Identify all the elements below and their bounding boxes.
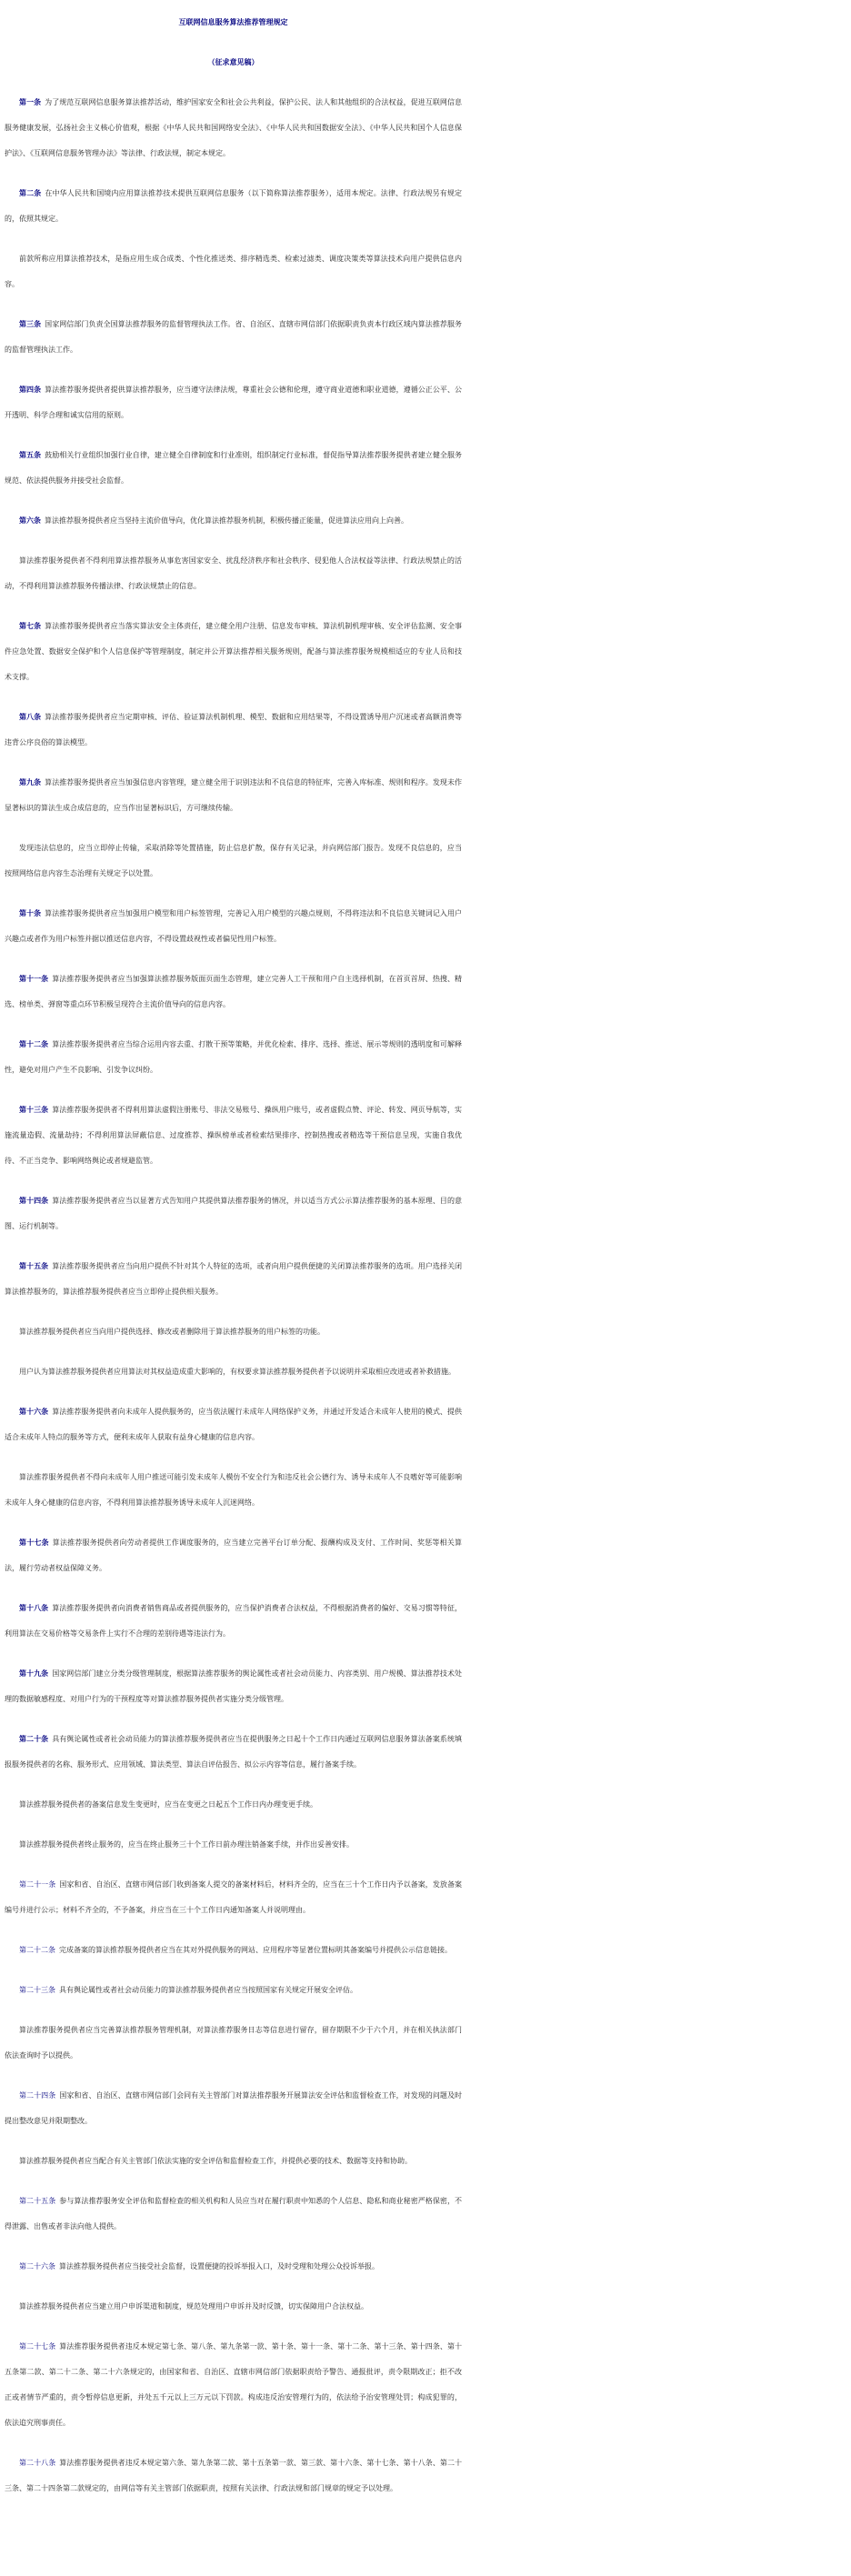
article-number-label: 第一条 [19, 98, 42, 106]
article-clause-paragraph [5, 246, 462, 297]
article-paragraph [5, 967, 462, 1017]
article-number-label: 第二十五条 [19, 2197, 56, 2205]
article-number-label: 第十六条 [19, 1408, 49, 1416]
article-number-label: 第三条 [19, 320, 42, 328]
article-paragraph [5, 1032, 462, 1083]
article-text: 算法推荐服务提供者应当向用户提供不针对其个人特征的选项，或者向用户提供便捷的关闭算法推荐服务的选项。用户选择关闭算法推荐服务的，算法推荐服务提供者应当立即停止提供相关服务。 [5, 1262, 462, 1296]
article-paragraph [5, 2083, 462, 2134]
article-text: 算法推荐服务提供者向劳动者提供工作调度服务的，应当建立完善平台订单分配、报酬构成及支付、工作时间、奖惩等相关算法，履行劳动者权益保障义务。 [5, 1539, 463, 1572]
article-paragraph [5, 1938, 462, 1963]
article-clause-paragraph [5, 1465, 462, 1516]
article-paragraph [5, 2451, 462, 2501]
article-paragraph [5, 901, 462, 952]
article-text: 算法推荐服务提供者不得向未成年人用户推送可能引发未成年人模仿不安全行为和违反社会公德行为、诱导未成年人不良嗜好等可能影响未成年人身心健康的信息内容，不得利用算法推荐服务诱导未成年人沉迷网络。 [5, 1473, 462, 1507]
article-paragraph [5, 2334, 462, 2436]
article-clause-paragraph [5, 2149, 462, 2174]
article-text: 国家网信部门建立分类分级管理制度，根据算法推荐服务的舆论属性或者社会动员能力、内容类别、用户规模、算法推荐技术处理的数据敏感程度、对用户行为的干预程度等对算法推荐服务提供者实施分类分级管理。 [5, 1669, 462, 1703]
article-paragraph [5, 1596, 462, 1647]
article-clause-paragraph [5, 1792, 462, 1818]
article-paragraph [5, 1188, 462, 1239]
article-text: 算法推荐服务提供者违反本规定第七条、第八条、第九条第一款、第十条、第十一条、第十二条、第十三条、第十四条、第十五条第二款、第二十二条、第二十六条规定的，由国家和省、自治区、直辖市网信部门依据职责给予警告、通报批评，责令限期改正；拒不改正或者情节严重的，责令暂停信息更新，并处五千元以上三万元以下罚款。构成违反治安管理行为的，依法给予治安管理处罚；构成犯罪的，依法追究刑事责任。 [5, 2342, 463, 2427]
article-number-label: 第二十二条 [19, 1946, 55, 1954]
article-clause-paragraph [5, 1359, 462, 1385]
article-number-label: 第十二条 [19, 1040, 49, 1048]
article-text: 算法推荐服务提供者终止服务的，应当在终止服务三十个工作日前办理注销备案手续，并作出妥善安排。 [19, 1840, 354, 1849]
article-number-label: 第六条 [19, 516, 41, 525]
article-number-label: 第九条 [19, 778, 42, 787]
article-text: 算法推荐服务提供者不得利用算法虚假注册账号、非法交易账号、操纵用户账号，或者虚假点赞、评论、转发、网页导航等，实施流量造假、流量劫持；不得利用算法屏蔽信息、过度推荐、操纵榜单或者检索结果排序、控制热搜或者精选等干预信息呈现，实施自我优待、不正当竞争、影响网络舆论或者规避监管。 [5, 1106, 462, 1165]
article-number-label: 第十五条 [19, 1262, 49, 1270]
article-text: 算法推荐服务提供者应当以显著方式告知用户其提供算法推荐服务的情况，并以适当方式公示算法推荐服务的基本原理、目的意图、运行机制等。 [5, 1197, 462, 1230]
article-paragraph [5, 443, 462, 494]
document-subtitle: （征求意见稿） [207, 58, 259, 66]
article-list [5, 90, 462, 2501]
article-number-label: 第十八条 [19, 1604, 49, 1612]
article-text: 算法推荐服务提供者向消费者销售商品或者提供服务的，应当保护消费者合法权益，不得根据消费者的偏好、交易习惯等特征，利用算法在交易价格等交易条件上实行不合理的差别待遇等违法行为。 [5, 1604, 462, 1638]
article-paragraph [5, 1254, 462, 1305]
article-text: 算法推荐服务提供者应当配合有关主管部门依法实施的安全评估和监督检查工作，并提供必要的技术、数据等支持和协助。 [19, 2157, 412, 2165]
article-number-label: 第四条 [19, 386, 42, 394]
article-paragraph [5, 181, 462, 232]
article-number-label: 第二十一条 [19, 1880, 56, 1889]
article-text: 算法推荐服务提供者应当加强算法推荐服务版面页面生态管理，建立完善人工干预和用户自主选择机制，在首页首屏、热搜、精选、榜单类、弹窗等重点环节积极呈现符合主流价值导向的信息内容。 [5, 975, 462, 1008]
article-paragraph [5, 312, 462, 363]
article-text: 算法推荐服务提供者违反本规定第六条、第九条第二款、第十五条第一款、第三款、第十六条、第十七条、第十八条、第二十三条、第二十四条第二款规定的，由网信等有关主管部门依据职责，按照有关法律、行政法规和部门规章的规定予以处理。 [5, 2459, 463, 2492]
article-text: 算法推荐服务提供者应当建立用户申诉渠道和制度，规范处理用户申诉并及时反馈，切实保障用户合法权益。 [19, 2302, 368, 2310]
article-number-label: 第十九条 [19, 1669, 49, 1678]
article-clause-paragraph [5, 1832, 462, 1858]
article-number-label: 第二十六条 [19, 2262, 55, 2270]
article-paragraph [5, 705, 462, 756]
article-text: 国家和省、自治区、直辖市网信部门收到备案人提交的备案材料后，材料齐全的，应当在三十个工作日内予以备案，发放备案编号并进行公示；材料不齐全的，不予备案，并应当在三十个工作日内通知备案人并说明理由。 [5, 1880, 463, 1914]
article-text: 具有舆论属性或者社会动员能力的算法推荐服务提供者应当在提供服务之日起十个工作日内通过互联网信息服务算法备案系统填报服务提供者的名称、服务形式、应用领域、算法类型、算法自评估报告、拟公示内容等信息，履行备案手续。 [5, 1735, 462, 1769]
article-text: 参与算法推荐服务安全评估和监督检查的相关机构和人员应当对在履行职责中知悉的个人信息、隐私和商业秘密严格保密，不得泄露、出售或者非法向他人提供。 [5, 2197, 463, 2230]
regulation-document [5, 0, 462, 2501]
article-clause-paragraph [5, 548, 462, 599]
article-clause-paragraph [5, 2018, 462, 2069]
article-paragraph [5, 508, 462, 534]
article-paragraph [5, 377, 462, 428]
article-paragraph [5, 1872, 462, 1923]
article-number-label: 第二十条 [19, 1735, 49, 1743]
article-paragraph [5, 1727, 462, 1778]
article-number-label: 第五条 [19, 451, 42, 459]
article-text: 国家网信部门负责全国算法推荐服务的监督管理执法工作。省、自治区、直辖市网信部门依据职责负责本行政区域内算法推荐服务的监督管理执法工作。 [5, 320, 462, 354]
article-number-label: 第十七条 [19, 1539, 49, 1547]
article-paragraph [5, 1530, 462, 1581]
article-paragraph [5, 2254, 462, 2280]
article-text: 国家和省、自治区、直辖市网信部门会同有关主管部门对算法推荐服务开展算法安全评估和监督检查工作，对发现的问题及时提出整改意见并限期整改。 [5, 2091, 463, 2125]
article-number-label: 第二十七条 [19, 2342, 56, 2350]
article-text: 算法推荐服务提供者提供算法推荐服务，应当遵守法律法规，尊重社会公德和伦理，遵守商业道德和职业道德，遵循公正公平、公开透明、科学合理和诚实信用的原则。 [5, 386, 462, 419]
article-text: 具有舆论属性或者社会动员能力的算法推荐服务提供者应当按照国家有关规定开展安全评估。 [59, 1986, 357, 1994]
article-text: 算法推荐服务提供者应当落实算法安全主体责任，建立健全用户注册、信息发布审核、算法机制机理审核、安全评估监测、安全事件应急处置、数据安全保护和个人信息保护等管理制度，制定并公开算法推荐相关服务规则，配备与算法推荐服务规模相适应的专业人员和技术支撑。 [5, 622, 462, 681]
article-text: 用户认为算法推荐服务提供者应用算法对其权益造成重大影响的，有权要求算法推荐服务提供者予以说明并采取相应改进或者补救措施。 [19, 1368, 456, 1376]
article-text: 发现违法信息的，应当立即停止传输，采取消除等处置措施，防止信息扩散，保存有关记录，并向网信部门报告。发现不良信息的，应当按照网络信息内容生态治理有关规定予以处置。 [5, 844, 462, 877]
article-text: 在中华人民共和国境内应用算法推荐技术提供互联网信息服务（以下简称算法推荐服务），适用本规定。法律、行政法规另有规定的，依照其规定。 [5, 189, 462, 223]
article-number-label: 第十条 [19, 909, 42, 917]
article-text: 算法推荐服务提供者的备案信息发生变更时，应当在变更之日起五个工作日内办理变更手续。 [19, 1800, 317, 1809]
article-paragraph [5, 614, 462, 690]
article-text: 为了规范互联网信息服务算法推荐活动，维护国家安全和社会公共利益，保护公民、法人和其他组织的合法权益，促进互联网信息服务健康发展，弘扬社会主义核心价值观，根据《中华人民共和国网络安全法》、《中华人民共和国数据安全法》、《中华人民共和国个人信息保护法》、《互联网信息服务管理办法》等法律、行政法规，制定本规定。 [5, 98, 462, 157]
article-clause-paragraph [5, 2294, 462, 2320]
article-text: 算法推荐服务提供者应当定期审核、评估、验证算法机制机理、模型、数据和应用结果等，不得设置诱导用户沉迷或者高额消费等违背公序良俗的算法模型。 [5, 713, 462, 747]
article-paragraph [5, 90, 462, 166]
article-text: 鼓励相关行业组织加强行业自律，建立健全自律制度和行业准则，组织制定行业标准，督促指导算法推荐服务提供者建立健全服务规范、依法提供服务并接受社会监督。 [5, 451, 462, 485]
article-text: 算法推荐服务提供者应当加强信息内容管理，建立健全用于识别违法和不良信息的特征库，完善入库标准、规则和程序。发现未作显著标识的算法生成合成信息的，应当作出显著标识后，方可继续传输。 [5, 778, 462, 812]
article-text: 算法推荐服务提供者不得利用算法推荐服务从事危害国家安全、扰乱经济秩序和社会秩序、侵犯他人合法权益等法律、行政法规禁止的活动，不得利用算法推荐服务传播法律、行政法规禁止的信息。 [5, 556, 462, 590]
article-number-label: 第七条 [19, 622, 42, 630]
article-number-label: 第十四条 [19, 1197, 49, 1205]
article-text: 算法推荐服务提供者应当完善算法推荐服务管理机制，对算法推荐服务日志等信息进行留存，留存期限不少于六个月，并在相关执法部门依法查询时予以提供。 [5, 2026, 462, 2060]
article-paragraph [5, 1399, 462, 1450]
article-text: 算法推荐服务提供者应当接受社会监督，设置便捷的投诉举报入口，及时受理和处理公众投诉举报。 [59, 2262, 379, 2270]
article-number-label: 第二十三条 [19, 1986, 55, 1994]
article-number-label: 第十一条 [19, 975, 49, 983]
article-paragraph [5, 2189, 462, 2240]
article-number-label: 第二条 [19, 189, 42, 197]
article-clause-paragraph [5, 1319, 462, 1345]
article-number-label: 第二十八条 [19, 2459, 56, 2467]
article-text: 算法推荐服务提供者应当加强用户模型和用户标签管理，完善记入用户模型的兴趣点规则，不得将违法和不良信息关键词记入用户兴趣点或者作为用户标签并据以推送信息内容，不得设置歧视性或者偏见性用户标签。 [5, 909, 462, 943]
article-paragraph [5, 770, 462, 821]
article-text: 算法推荐服务提供者应当综合运用内容去重、打散干预等策略，并优化检索、排序、选择、推送、展示等规则的透明度和可解释性，避免对用户产生不良影响、引发争议纠纷。 [5, 1040, 462, 1074]
article-text: 完成备案的算法推荐服务提供者应当在其对外提供服务的网站、应用程序等显著位置标明其备案编号并提供公示信息链接。 [59, 1946, 452, 1954]
article-text: 算法推荐服务提供者应当向用户提供选择、修改或者删除用于算法推荐服务的用户标签的功能。 [19, 1328, 325, 1336]
article-number-label: 第八条 [19, 713, 42, 721]
article-clause-paragraph [5, 836, 462, 887]
article-paragraph [5, 1098, 462, 1174]
article-text: 算法推荐服务提供者应当坚持主流价值导向，优化算法推荐服务机制，积极传播正能量，促进算法应用向上向善。 [45, 516, 408, 525]
article-text: 前款所称应用算法推荐技术，是指应用生成合成类、个性化推送类、排序精选类、检索过滤类、调度决策类等算法技术向用户提供信息内容。 [5, 255, 462, 288]
article-number-label: 第十三条 [19, 1106, 49, 1114]
document-title: 互联网信息服务算法推荐管理规定 [178, 18, 288, 26]
article-text: 算法推荐服务提供者向未成年人提供服务的，应当依法履行未成年人网络保护义务，并通过开发适合未成年人使用的模式、提供适合未成年人特点的服务等方式，便利未成年人获取有益身心健康的信息内容。 [5, 1408, 462, 1441]
article-paragraph [5, 1661, 462, 1712]
article-paragraph [5, 1978, 462, 2003]
article-number-label: 第二十四条 [19, 2091, 56, 2100]
